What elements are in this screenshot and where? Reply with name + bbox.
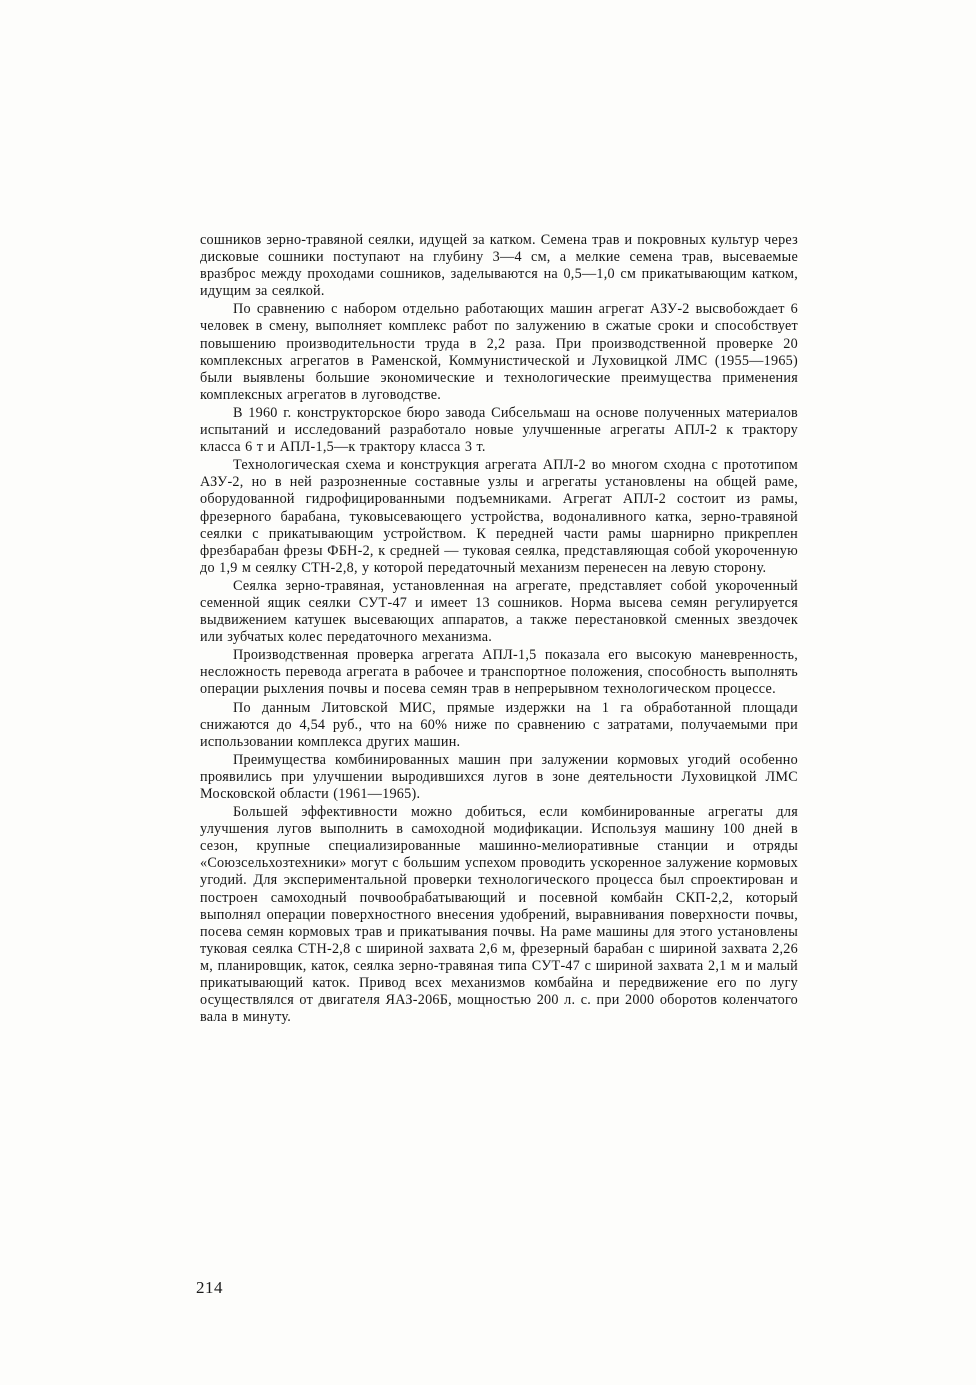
paragraph-5: Сеялка зерно-травяная, установленная на агрегате, представляет собой укороченный семенной ящик сеялки СУТ-47 и имеет 13 сошников. Норма высева семян регулируется выдвижением катушек высевающих аппаратов, а также перестановкой сменных звездочек или зубчатых колес передаточного механизма. (200, 577, 798, 646)
paragraph-7: По данным Литовской МИС, прямые издержки на 1 га обработанной площади снижаются до 4,54 руб., что на 60% ниже по сравнению с затратами, получаемыми при использовании комплекса других машин. (200, 699, 798, 750)
paragraph-2: По сравнению с набором отдельно работающих машин агрегат АЗУ-2 высвобождает 6 человек в смену, выполняет комплекс работ по залужению в сжатые сроки и способствует повышению производительности труда в 2,2 раза. При производственной проверке 20 комплексных агрегатов в Раменской, Коммунистической и Луховицкой ЛМС (1955—1965) были выявлены большие экономические и технологические преимущества применения комплексных агрегатов в луговодстве. (200, 301, 798, 403)
page-number: 214 (196, 1278, 223, 1297)
paragraph-4: Технологическая схема и конструкция агрегата АПЛ-2 во многом сходна с прототипом АЗУ-2, но в ней разрозненные составные узлы и агрегаты установлены на общей раме, оборудованной гидрофицированными подъемниками. Агрегат АПЛ-2 состоит из рамы, фрезерного барабана, туковысевающего устройства, водоналивного катка, зерно-травяной сеялки с прикатывающим устройством. К передней части рамы шарнирно прикреплен фрезбарабан фрезы ФБН-2, к средней — туковая сеялка, представляющая собой укороченную до 1,9 м сеялку СТН-2,8, у которой передаточный механизм перенесен на левую сторону. (200, 457, 798, 576)
paragraph-3: В 1960 г. конструкторское бюро завода Сибсельмаш на основе полученных материалов испытаний и исследований разработало новые улучшенные агрегаты АПЛ-2 к трактору класса 6 т и АПЛ-1,5—к трактору класса 3 т. (200, 404, 798, 456)
paragraph-8: Преимущества комбинированных машин при залужении кормовых угодий особенно проявились при улучшении выродившихся лугов в зоне деятельности Луховицкой ЛМС Московской области (1961—1965). (200, 751, 798, 802)
body-text (200, 232, 798, 1027)
paragraph-6: Производственная проверка агрегата АПЛ-1,5 показала его высокую маневренность, несложность перевода агрегата в рабочее и транспортное положения, способность выполнять операции рыхления почвы и посева семян трав в непрерывном технологическом процессе. (200, 647, 798, 698)
paragraph-9: Большей эффективности можно добиться, если комбинированные агрегаты для улучшения лугов выполнить в самоходной модификации. Используя машину 100 дней в сезон, крупные специализированные машинно-мелиоративные станции и отряды «Союзсельхозтехники» могут с большим успехом проводить ускоренное залужение кормовых угодий. Для экспериментальной проверки технологического процесса был спроектирован и построен самоходный почвообрабатывающий и посевной комбайн СКП-2,2, который выполнял операции поверхностного внесения удобрений, выравнивания поверхности почвы, посева семян кормовых трав и прикатывания почвы. На раме машины для этого установлены туковая сеялка СТН-2,8 с шириной захвата 2,6 м, фрезерный барабан с шириной захвата 2,26 м, планировщик, каток, сеялка зерно-травяная типа СУТ-47 с шириной захвата 2,1 м и малый прикатывающий каток. Привод всех механизмов комбайна и передвижение его по лугу осуществлялся от двигателя ЯАЗ-206Б, мощностью 200 л. с. при 2000 оборотов коленчатого вала в минуту. (200, 804, 798, 1026)
paragraph-1: сошников зерно-травяной сеялки, идущей за катком. Семена трав и покровных культур через дисковые сошники поступают на глубину 3—4 см, а мелкие семена трав, высеваемые вразброс между проходами сошников, заделываются на 0,5—1,0 см прикатывающим катком, идущим за сеялкой. (200, 232, 798, 300)
